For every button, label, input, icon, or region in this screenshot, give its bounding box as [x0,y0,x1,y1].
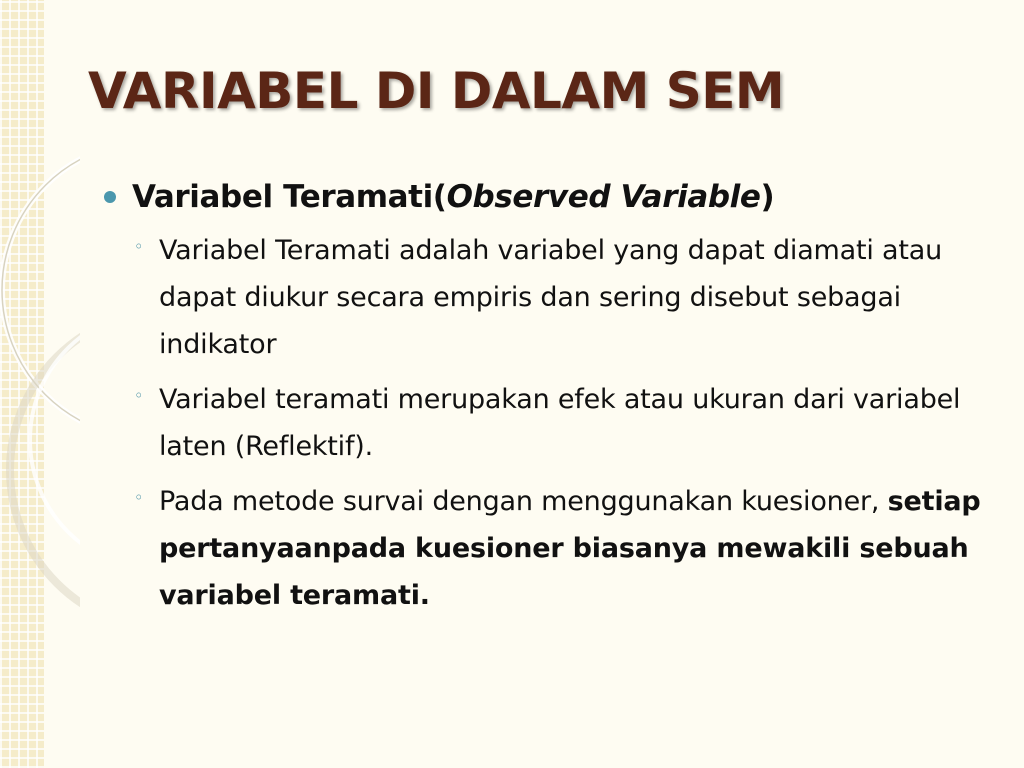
hollow-bullet-icon: ◦ [134,488,144,507]
round-bullet-icon [104,191,116,203]
heading-close-paren: ) [760,179,775,215]
sub-bullet-text: Pada metode survai dengan menggunakan kuesioner, [159,486,888,517]
heading-bullet-item [100,175,1000,219]
heading-text: Variabel Teramati( [132,179,447,215]
sub-bullet-item [100,478,1000,619]
sub-bullet-text: Variabel teramati merupakan efek atau ukuran dari variabel laten (Reflektif). [159,384,961,462]
hollow-bullet-icon: ◦ [134,237,144,256]
slide-title: VARIABEL DI DALAM SEM [88,62,785,120]
slide-content [100,175,1000,619]
heading-italic-text: Observed Variable [446,179,761,215]
hollow-bullet-icon: ◦ [134,386,144,405]
sub-bullet-bold-text: setiap pertanyaanpada kuesioner biasanya mewakili sebuah variabel teramati. [159,486,981,611]
decorative-arcs [0,0,80,768]
sub-bullet-item [100,376,1000,470]
sub-bullet-item [100,227,1000,368]
sub-bullet-text: Variabel Teramati adalah variabel yang dapat diamati atau dapat diukur secara empiris dan sering disebut sebagai indikator [159,235,943,360]
